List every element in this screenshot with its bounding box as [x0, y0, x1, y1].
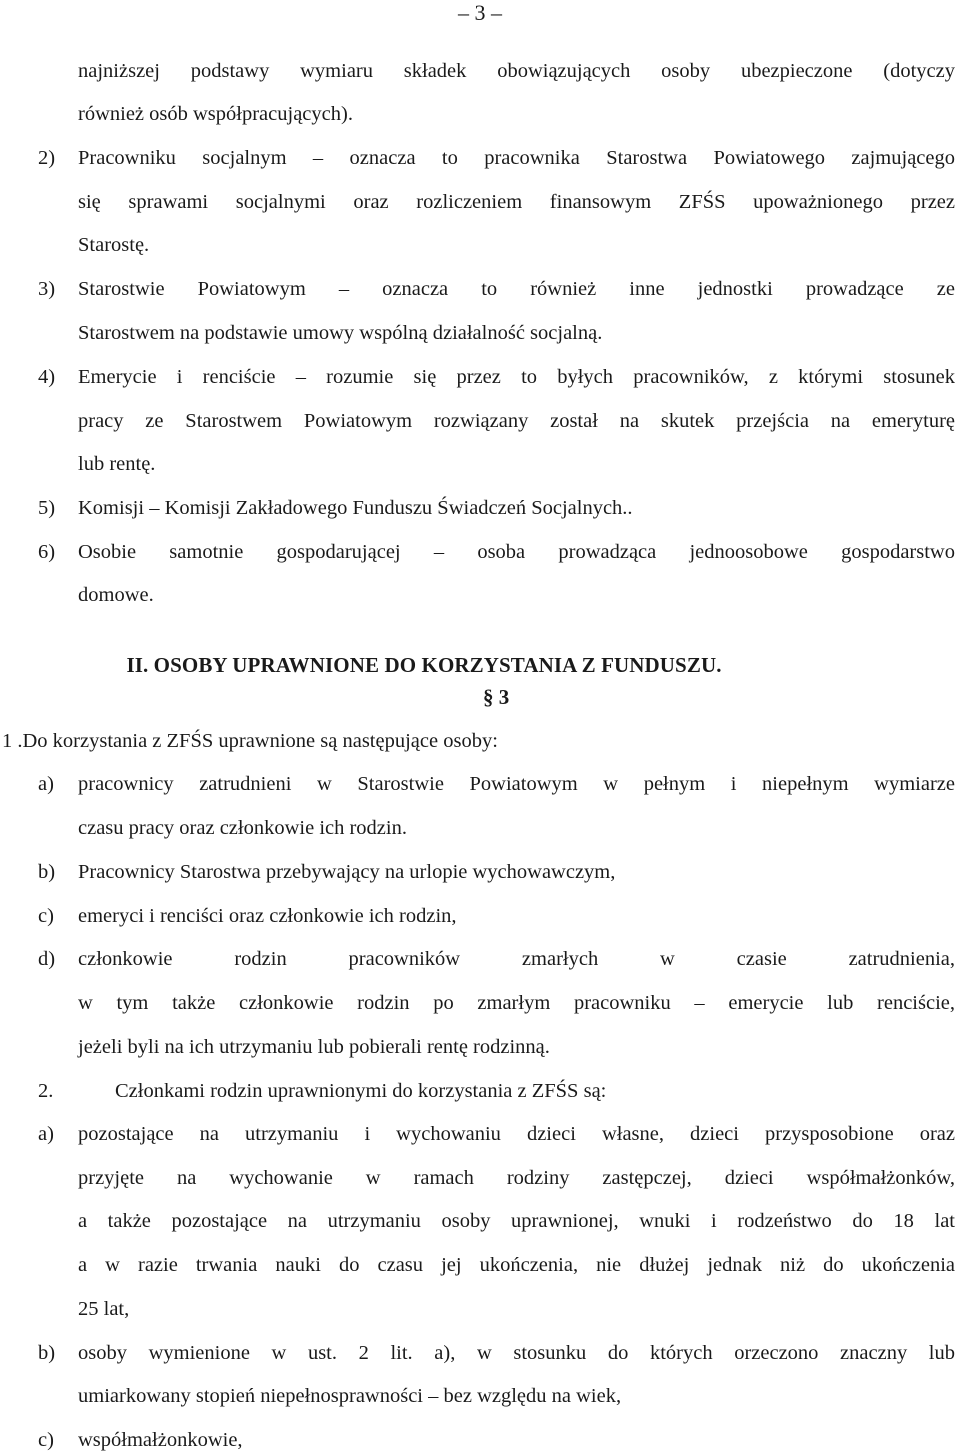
text-line: Starostwem na podstawie umowy wspólną działalność socjalną.: [78, 322, 603, 344]
paragraph-intro: 1 .Do korzystania z ZFŚS uprawnione są następujące osoby:: [2, 730, 498, 752]
text-line: członkowie rodzin pracowników zmarłych w czasie zatrudnienia,: [78, 948, 955, 970]
list-number: 3): [38, 278, 56, 300]
text-line: współmałżonkowie,: [78, 1429, 243, 1451]
section-heading: II. OSOBY UPRAWNIONE DO KORZYSTANIA Z FUNDUSZU.: [126, 653, 722, 677]
list-letter: a): [38, 1123, 54, 1145]
text-line: a także pozostające na utrzymaniu osoby uprawnionej, wnuki i rodzeństwo do 18 lat: [78, 1210, 955, 1232]
paragraph-intro: Członkami rodzin uprawnionymi do korzystania z ZFŚS są:: [115, 1080, 607, 1102]
text-line: Starostwie Powiatowym – oznacza to również inne jednostki prowadzące ze: [78, 278, 955, 300]
text-line: Komisji – Komisji Zakładowego Funduszu Świadczeń Socjalnych..: [78, 497, 633, 519]
text-line: również osób współpracujących).: [78, 103, 353, 125]
list-number: 6): [38, 541, 56, 563]
text-line: najniższej podstawy wymiaru składek obowiązujących osoby ubezpieczone (dotyczy: [78, 60, 955, 82]
list-letter: c): [38, 905, 54, 927]
text-line: czasu pracy oraz członkowie ich rodzin.: [78, 817, 407, 839]
text-line: pracownicy zatrudnieni w Starostwie Powiatowym w pełnym i niepełnym wymiarze: [78, 773, 955, 795]
text-line: pozostające na utrzymaniu i wychowaniu dzieci własne, dzieci przysposobione oraz: [78, 1123, 955, 1145]
list-letter: d): [38, 948, 56, 970]
text-line: umiarkowany stopień niepełnosprawności – bez względu na wiek,: [78, 1385, 622, 1407]
text-line: się sprawami socjalnymi oraz rozliczeniem finansowym ZFŚS upoważnionego przez: [78, 191, 955, 213]
list-number: 2): [38, 147, 56, 169]
list-number: 5): [38, 497, 56, 519]
text-line: jeżeli byli na ich utrzymaniu lub pobierali rentę rodzinną.: [78, 1036, 550, 1058]
list-letter: b): [38, 1342, 56, 1364]
text-line: Pracownicy Starostwa przebywający na urlopie wychowawczym,: [78, 861, 616, 883]
text-line: Emerycie i renciście – rozumie się przez to byłych pracowników, z którymi stosunek: [78, 366, 955, 388]
text-line: lub rentę.: [78, 453, 156, 475]
paragraph-mark: § 3: [483, 685, 510, 709]
text-line: osoby wymienione w ust. 2 lit. a), w stosunku do których orzeczono znaczny lub: [78, 1342, 955, 1364]
list-letter: b): [38, 861, 56, 883]
text-line: Pracowniku socjalnym – oznacza to pracownika Starostwa Powiatowego zajmującego: [78, 147, 955, 169]
text-line: a w razie trwania nauki do czasu jej ukończenia, nie dłużej jednak niż do ukończenia: [78, 1254, 955, 1276]
list-letter: a): [38, 773, 54, 795]
list-letter: c): [38, 1429, 54, 1451]
text-line: w tym także członkowie rodzin po zmarłym pracowniku – emerycie lub renciście,: [78, 992, 955, 1014]
text-line: 25 lat,: [78, 1298, 130, 1320]
list-number: 2.: [38, 1080, 54, 1102]
text-line: Starostę.: [78, 234, 150, 256]
text-line: domowe.: [78, 584, 154, 606]
page-number: – 3 –: [458, 0, 502, 25]
list-number: 4): [38, 366, 56, 388]
text-line: emeryci i renciści oraz członkowie ich rodzin,: [78, 905, 457, 927]
text-line: przyjęte na wychowanie w ramach rodziny zastępczej, dzieci współmałżonków,: [78, 1167, 955, 1189]
text-line: pracy ze Starostwem Powiatowym rozwiązany został na skutek przejścia na emeryturę: [78, 410, 955, 432]
text-line: Osobie samotnie gospodarującej – osoba prowadząca jednoosobowe gospodarstwo: [78, 541, 955, 563]
